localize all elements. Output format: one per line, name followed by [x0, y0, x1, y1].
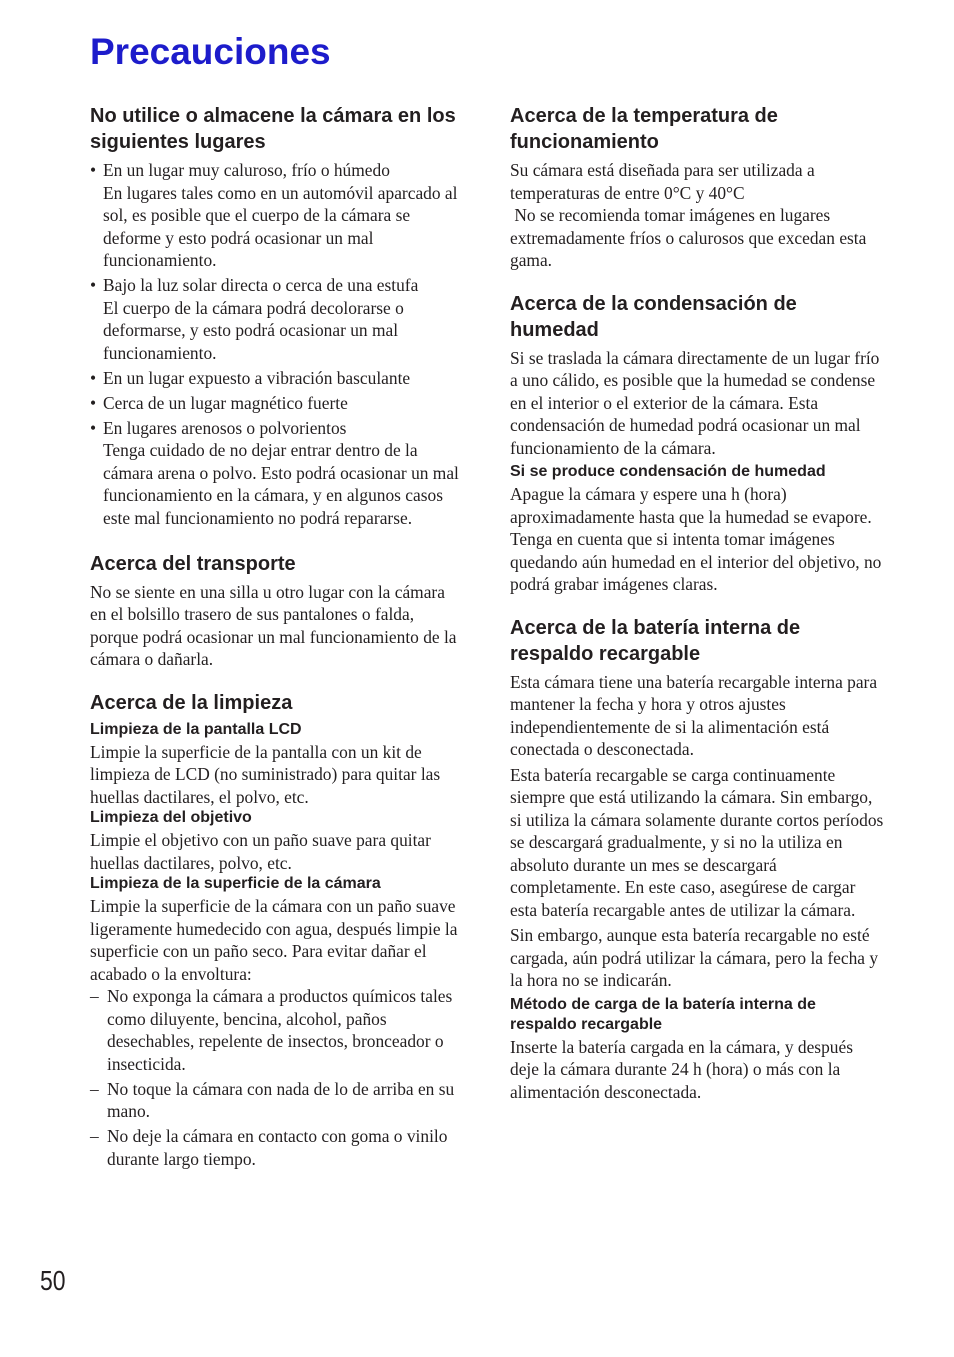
- list-item-title: • Cerca de un lugar magnético fuerte: [103, 392, 348, 413]
- battery-charge-text: Inserte la batería cargada en la cámara, y después deje la cámara durante 24 h (hora) o más con la alimentación desconectada.: [510, 1036, 853, 1102]
- transport-text: No se siente en una silla u otro lugar con la cámara en el bolsillo trasero de sus pantalones o falda, porque podrá ocasionar un mal funcionamiento de la cámara o dañarla.: [90, 581, 457, 669]
- temperature-text: Su cámara está diseñada para ser utilizada a temperaturas de entre 0°C y 40°C: [510, 160, 815, 203]
- list-item: – No deje la cámara en contacto con goma o vinilo durante largo tiempo.: [90, 1125, 462, 1170]
- temperature-heading: Acerca de la temperatura de funcionamiento: [510, 105, 778, 153]
- list-item: [90, 274, 462, 364]
- condensation-heading: Acerca de la condensación de humedad: [510, 292, 797, 341]
- list-item-description: En lugares tales como en un automóvil aparcado al sol, es posible que el cuerpo de la cámara se deforme y esto podrá ocasionar un mal funcionamiento.: [103, 182, 458, 270]
- list-item: [90, 392, 462, 415]
- battery-charge-heading: Método de carga de la batería interna de respaldo recargable: [510, 995, 816, 1033]
- list-item: [90, 367, 462, 390]
- lcd-cleaning-heading: Limpieza de la pantalla LCD: [90, 720, 302, 738]
- temperature-section: [510, 103, 886, 272]
- transport-section: [90, 551, 462, 671]
- cleaning-heading: Acerca de la limpieza: [90, 691, 293, 714]
- temperature-note: No se recomienda tomar imágenes en lugares extremadamente fríos o calurosos que excedan esta gama.: [510, 205, 871, 270]
- page-number: 50: [40, 1265, 66, 1296]
- right-column: [510, 103, 886, 1103]
- condensation-sub-text: Apague la cámara y espere una h (hora) aproximadamente hasta que la humedad se evapore. Tenga en cuenta que si intenta tomar imágenes quedando aún humedad en el interior del objetivo, no podrá grabar imágenes claras.: [510, 484, 882, 594]
- battery-text-1: Esta cámara tiene una batería recargable interna para mantener la fecha y hora y otros ajustes independientemente de si la alimentación está conectada o desconectada.: [510, 671, 878, 759]
- list-item: – No exponga la cámara a productos químicos tales como diluyente, bencina, alcohol, paños desechables, repelente de insectos, bronceador o insecticida.: [90, 985, 462, 1075]
- list-item-title: • En un lugar muy caluroso, frío o húmedo: [103, 160, 390, 180]
- page-title: Precauciones: [90, 31, 331, 72]
- condensation-text: Si se traslada la cámara directamente de un lugar frío a uno cálido, es posible que la humedad se condense en el interior o el exterior de la cámara. Esta condensación de humedad podrá ocasionar un mal funcionamiento de la cámara.: [510, 347, 880, 458]
- storage-section: [90, 103, 462, 529]
- condensation-sub-heading: Si se produce condensación de humedad: [510, 463, 826, 480]
- condensation-section: [510, 291, 886, 596]
- list-item-title: • En lugares arenosos o polvorientos: [103, 417, 347, 438]
- lens-cleaning-heading: Limpieza del objetivo: [90, 809, 252, 826]
- battery-text-2: Esta batería recargable se carga continuamente siempre que está utilizando la cámara. Sin embargo, si utiliza la cámara solamente durante cortos períodos se descargará gradualmente, y si no la utiliza en absoluto durante un mes se descargará completamente. En este caso, asegúrese de cargar esta batería recargable antes de utilizar la cámara.: [510, 764, 884, 920]
- surface-cleaning-heading: Limpieza de la superficie de la cámara: [90, 875, 381, 892]
- list-item-description: El cuerpo de la cámara podrá decolorarse o deformarse, y esto podrá ocasionar un mal funcionamiento.: [103, 297, 404, 363]
- storage-heading: No utilice o almacene la cámara en los siguientes lugares: [90, 105, 456, 153]
- left-column: [90, 103, 462, 1173]
- list-item-title: • En un lugar expuesto a vibración basculante: [103, 367, 411, 388]
- list-item: [90, 159, 462, 272]
- list-item: – No toque la cámara con nada de lo de arriba en su mano.: [90, 1078, 462, 1123]
- list-item-title: • Bajo la luz solar directa o cerca de una estufa: [103, 275, 419, 295]
- list-item-description: Tenga cuidado de no dejar entrar dentro de la cámara arena o polvo. Esto podrá ocasionar un mal funcionamiento en la cámara, y en algunos casos este mal funcionamiento no podrá repararse.: [103, 440, 459, 528]
- storage-list: [90, 159, 462, 529]
- lens-cleaning-text: Limpie el objetivo con un paño suave para quitar huellas dactilares, polvo, etc.: [90, 830, 431, 873]
- list-item: [90, 417, 462, 530]
- transport-heading: Acerca del transporte: [90, 552, 296, 575]
- battery-heading: Acerca de la batería interna de respaldo recargable: [510, 616, 801, 665]
- cleaning-dash-list: [90, 985, 462, 1170]
- lcd-cleaning-text: Limpie la superficie de la pantalla con un kit de limpieza de LCD (no suministrado) para quitar las huellas dactilares, el polvo, etc.: [90, 741, 441, 807]
- surface-cleaning-text: Limpie la superficie de la cámara con un paño suave ligeramente humedecido con agua, después limpie la superficie con un paño seco. Para evitar dañar el acabado o la envoltura:: [90, 896, 458, 984]
- battery-section: [510, 615, 886, 1104]
- battery-text-3: Sin embargo, aunque esta batería recargable no esté cargada, aún podrá utilizar la cámara, pero la fecha y la hora no se indicarán.: [510, 925, 879, 990]
- cleaning-section: [90, 690, 462, 1171]
